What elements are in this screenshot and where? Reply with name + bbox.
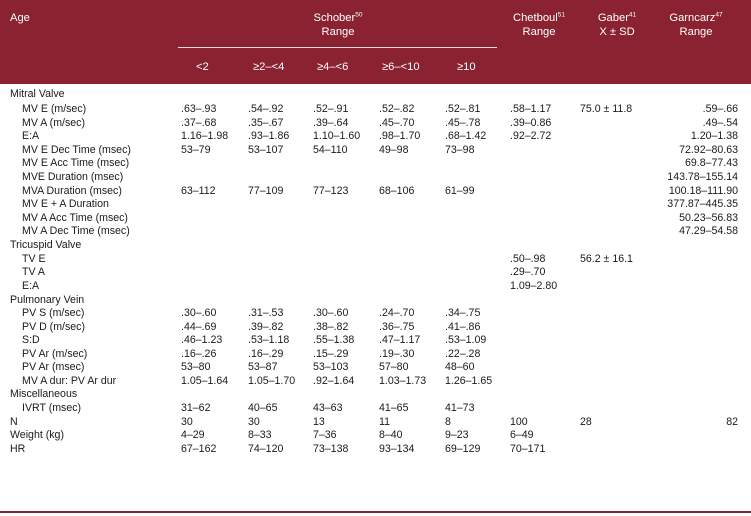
table-cell: 1.26–1.65 (445, 374, 493, 387)
table-cell: 53–103 (313, 361, 349, 373)
section-row (0, 239, 751, 253)
table-cell: .35–.67 (248, 116, 284, 129)
table-cell: 6–49 (510, 429, 534, 441)
table-cell: .15–.29 (313, 347, 349, 360)
table-cell: 77–109 (248, 184, 284, 197)
table-cell: .44–.69 (181, 320, 217, 333)
table-cell: 50.23–56.83 (679, 211, 738, 224)
row-label: MV A Acc Time (msec) (22, 211, 128, 224)
row-label: TV E (22, 252, 46, 265)
table-cell: 143.78–155.14 (667, 171, 738, 183)
row-label: MV E Acc Time (msec) (22, 157, 130, 169)
table-cell: 73–138 (313, 442, 349, 455)
row-label: Weight (kg) (10, 429, 64, 441)
table-cell: .19–.30 (379, 347, 415, 360)
table-cell: .47–1.17 (379, 334, 421, 346)
table-cell: 1.05–1.70 (248, 374, 296, 387)
table-cell: .39–.82 (248, 320, 284, 333)
table-cell: .22–.28 (445, 347, 481, 360)
age-header: Age (10, 12, 30, 24)
table-cell: 13 (313, 415, 325, 428)
gaber-subheader: X ± SD (599, 26, 635, 38)
table-cell: .53–1.18 (248, 334, 290, 346)
table-cell: 1.03–1.73 (379, 374, 427, 387)
section-row (0, 388, 751, 402)
table-cell: 82 (726, 415, 738, 428)
row-label: IVRT (msec) (22, 401, 82, 414)
row-label: HR (10, 442, 26, 455)
table-cell: .68–1.42 (445, 130, 487, 142)
table-cell: .16–.26 (181, 347, 217, 360)
table-cell: 69.8–77.43 (684, 157, 738, 169)
section-row (0, 416, 751, 430)
table-cell: 72.92–80.63 (679, 143, 738, 156)
table-cell: 73–98 (445, 143, 475, 156)
row-label: MV A dur: PV Ar dur (22, 374, 117, 387)
table-cell: 30 (248, 415, 260, 428)
table-row (0, 361, 751, 375)
table-cell: 53–80 (181, 361, 211, 373)
table-cell: .52–.91 (313, 103, 349, 115)
row-label: PV S (m/sec) (22, 307, 85, 319)
row-label: Pulmonary Vein (10, 293, 85, 306)
table-cell: .39–0.86 (510, 116, 552, 129)
table-cell: 69–129 (445, 442, 481, 455)
table-cell: .30–.60 (181, 307, 217, 319)
table-cell: 63–112 (181, 184, 216, 197)
table-row (0, 198, 751, 212)
table-row (0, 321, 751, 335)
gaber-header: Gaber$^{41}$ (597, 11, 637, 24)
table-cell: 1.20–1.38 (690, 130, 738, 142)
table-cell: 61–99 (445, 184, 475, 197)
table-cell: 67–162 (181, 442, 217, 455)
row-label: PV D (m/sec) (22, 320, 85, 333)
table-cell: .93–1.86 (248, 130, 290, 142)
table-cell: .54–.92 (248, 103, 284, 115)
table-cell: .45–.70 (379, 116, 415, 129)
table-row (0, 171, 751, 185)
table-cell: 8–40 (379, 429, 403, 441)
table-row (0, 307, 751, 321)
table-cell: .24–.70 (379, 307, 415, 319)
row-label: N (10, 415, 18, 428)
table-cell: .50–.98 (510, 252, 546, 265)
table-cell: 48–60 (445, 361, 475, 373)
age-group-header: ≥2–<4 (253, 61, 285, 73)
table-row (0, 157, 751, 171)
table-row (0, 225, 751, 239)
table-cell: 28 (580, 415, 592, 428)
table-cell: 31–62 (181, 401, 211, 414)
table-cell: .92–2.72 (510, 130, 552, 142)
section-row (0, 88, 751, 102)
table-cell: 53–79 (181, 143, 211, 156)
table-cell: 377.87–445.35 (667, 198, 738, 210)
table-cell: 74–120 (248, 442, 284, 455)
table-cell: 75.0 ± 11.8 (580, 103, 633, 115)
row-label: Tricuspid Valve (10, 239, 82, 251)
table-cell: 1.09–2.80 (510, 279, 558, 292)
table-row (0, 334, 751, 348)
table-cell: 9–23 (445, 429, 469, 441)
table-cell: 30 (181, 415, 193, 428)
row-label: MV E Dec Time (msec) (22, 143, 131, 156)
table-cell: 47.29–54.58 (679, 225, 738, 237)
table-bottom-rule (0, 511, 751, 513)
table-row (0, 144, 751, 158)
table-cell: 53–107 (248, 143, 284, 156)
table-cell: 4–29 (181, 429, 205, 441)
row-label: PV Ar (msec) (22, 361, 85, 373)
table-cell: .31–.53 (248, 307, 284, 319)
table-cell: .58–1.17 (510, 103, 552, 115)
schober-header: Schober$^{50}$ (313, 11, 363, 24)
table-cell: 8–33 (248, 429, 272, 441)
table-cell: 41–73 (445, 401, 475, 414)
chetboul-header: Chetboul$^{51}$ (512, 11, 566, 24)
table-header (0, 0, 751, 84)
chetboul-subheader: Range (522, 26, 556, 38)
table-cell: .55–1.38 (313, 334, 355, 346)
row-label: TV A (22, 266, 45, 278)
table-cell: 8 (445, 415, 451, 428)
table-row (0, 212, 751, 226)
row-label: S:D (22, 334, 40, 346)
table-row (0, 130, 751, 144)
table-row (0, 348, 751, 362)
table-cell: .49–.54 (702, 116, 738, 129)
table-cell: 11 (379, 415, 390, 428)
table-cell: .46–1.23 (181, 334, 223, 346)
age-group-header: ≥6–<10 (382, 61, 420, 73)
table-row (0, 402, 751, 416)
table-row (0, 375, 751, 389)
table-cell: .92–1.64 (313, 374, 355, 387)
row-label: E:A (22, 130, 40, 142)
table-cell: .37–.68 (181, 116, 217, 129)
table-cell: 100 (510, 415, 528, 428)
table-cell: 1.05–1.64 (181, 374, 229, 387)
section-row (0, 429, 751, 443)
table-cell: 100.18–111.90 (668, 184, 738, 197)
table-cell: 40–65 (248, 401, 278, 414)
table-row (0, 117, 751, 131)
row-label: Miscellaneous (10, 388, 78, 400)
table-cell: .38–.82 (313, 320, 349, 333)
table-cell: 53–87 (248, 361, 278, 373)
table-cell: 77–123 (313, 184, 349, 197)
table-cell: 56.2 ± 16.1 (580, 252, 633, 265)
section-row (0, 294, 751, 308)
table-cell: .52–.81 (445, 103, 481, 115)
table-cell: 93–134 (379, 442, 415, 455)
table-cell: .30–.60 (313, 307, 349, 319)
table-cell: .52–.82 (379, 103, 415, 115)
table-cell: 7–36 (313, 429, 337, 441)
row-label: MV A (m/sec) (22, 116, 85, 129)
table-row (0, 103, 751, 117)
row-label: Mitral Valve (10, 88, 65, 100)
table-cell: 1.16–1.98 (181, 130, 229, 142)
schober-rule (178, 47, 497, 48)
table-cell: 41–65 (379, 401, 409, 414)
table-cell: 57–80 (379, 361, 409, 373)
table-cell: .98–1.70 (379, 130, 421, 142)
table-cell: .63–.93 (181, 103, 217, 115)
table-cell: 54–110 (313, 143, 348, 156)
table-cell: 1.10–1.60 (313, 130, 361, 142)
section-row (0, 443, 751, 457)
row-label: MVE Duration (msec) (22, 171, 124, 183)
schober-subheader: Range (321, 26, 355, 38)
table-cell: .16–.29 (248, 347, 284, 360)
age-group-header: <2 (196, 61, 209, 73)
table-cell: 49–98 (379, 143, 409, 156)
table-cell: .59–.66 (702, 103, 738, 115)
garncarz-subheader: Range (679, 26, 713, 38)
table-row (0, 253, 751, 267)
age-group-header: ≥4–<6 (317, 61, 349, 73)
row-label: MV E (m/sec) (22, 103, 87, 115)
table-row (0, 266, 751, 280)
garncarz-header: Garncarz$^{47}$ (669, 11, 723, 24)
table-row (0, 185, 751, 199)
table-cell: .36–.75 (379, 320, 415, 333)
table-cell: 43–63 (313, 401, 343, 414)
table-cell: .45–.78 (445, 116, 481, 129)
row-label: E:A (22, 279, 40, 292)
row-label: MV E + A Duration (22, 198, 109, 210)
age-group-header: ≥10 (457, 61, 476, 73)
table-body (0, 84, 751, 516)
row-label: MV A Dec Time (msec) (22, 225, 130, 237)
table-cell: .53–1.09 (445, 334, 487, 346)
table-cell: .41–.86 (445, 320, 481, 333)
table-cell: .29–.70 (510, 266, 546, 278)
row-label: PV Ar (m/sec) (22, 347, 88, 360)
row-label: MVA Duration (msec) (22, 184, 122, 197)
table-cell: .39–.64 (313, 116, 349, 129)
table-cell: 68–106 (379, 184, 415, 197)
table-cell: .34–.75 (445, 307, 481, 319)
table-cell: 70–171 (510, 442, 546, 455)
table-row (0, 280, 751, 294)
